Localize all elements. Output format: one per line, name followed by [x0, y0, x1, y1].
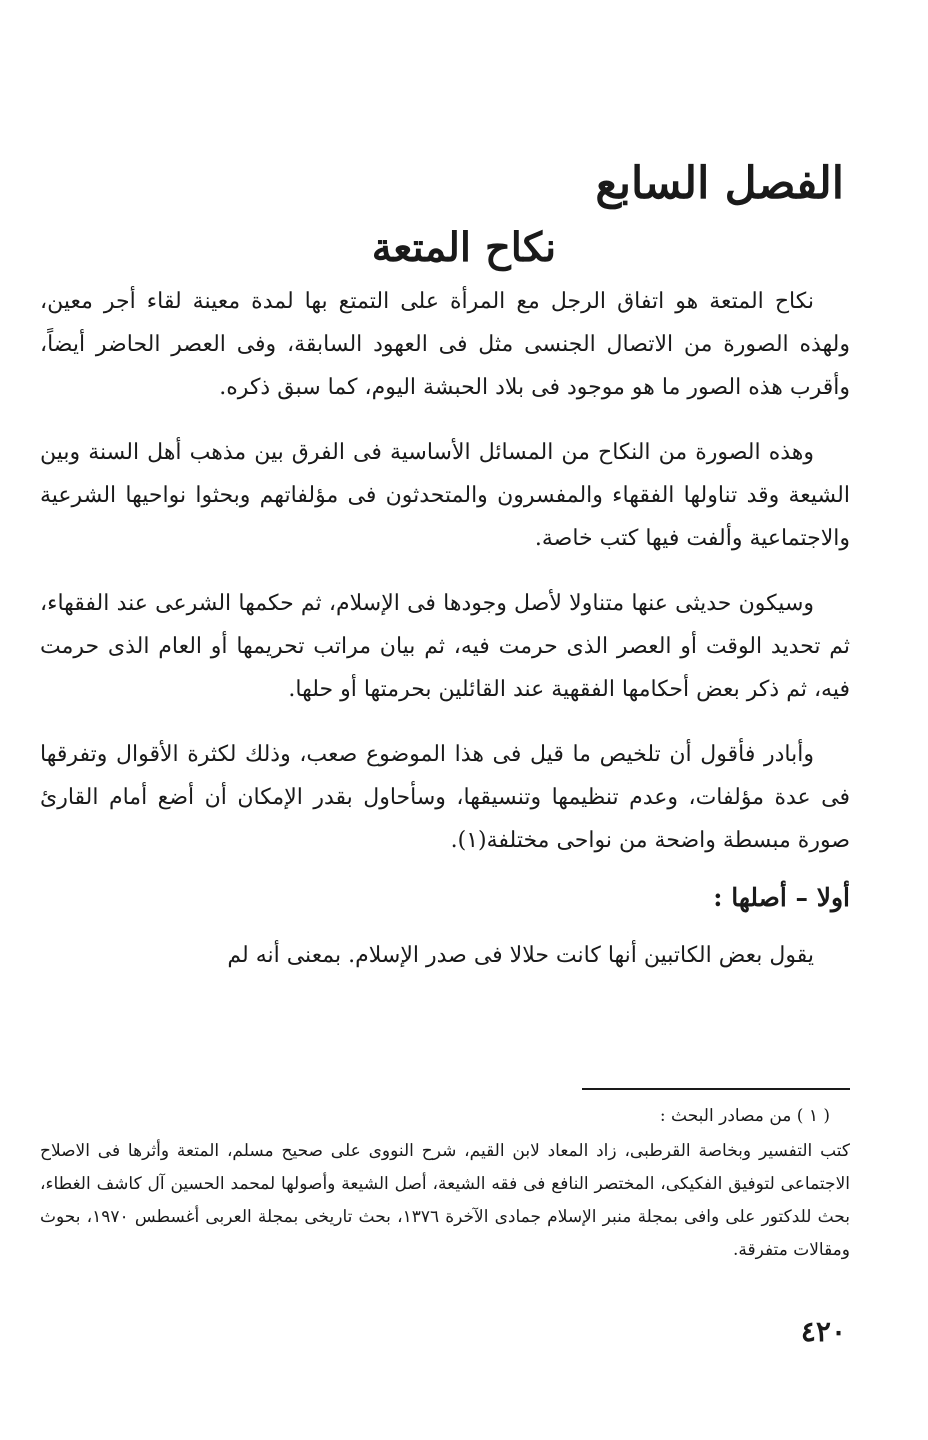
paragraph-origin: يقول بعض الكاتبين أنها كانت حلالا فى صدر الإسلام. بمعنى أنه لم [227, 943, 814, 968]
section-title: نكاح المتعة [371, 224, 557, 271]
paragraph-definition: نكاح المتعة هو اتفاق الرجل مع المرأة على التمتع بها لمدة معينة لقاء أجر معين، ولهذه الصورة من الاتصال الجنسى مثل فى العهود السابقة، وفى العصر الحاضر أيضاً، وأقرب هذه الصور ما هو موجود فى بلاد الحبشة اليوم، كما سبق ذكره. [40, 289, 850, 400]
paragraph-sects: وهذه الصورة من النكاح من المسائل الأساسية فى الفرق بين مذهب أهل السنة وبين الشيعة وقد تناولها الفقهاء والمفسرون والمتحدثون فى مؤلفاتهم وبحثوا نواحيها الشرعية والاجتماعية وألفت فيها كتب خاصة. [40, 440, 850, 551]
chapter-title: الفصل السابع [595, 158, 844, 209]
footnotes [40, 1100, 850, 1267]
subheading-origin: أولا – أصلها : [713, 883, 850, 912]
footnote-text: كتب التفسير وبخاصة القرطبى، زاد المعاد لابن القيم، شرح النووى على صحيح مسلم، المتعة وأثرها فى الاصلاح الاجتماعى لتوفيق الفكيكى، المختصر النافع فى فقه الشيعة، أصل الشيعة وأصولها لمحمد الحسين آل كاشف الغطاء، بحث للدكتور على وافى بمجلة منبر الإسلام جمادى الآخرة ١٣٧٦، بحث تاريخى بمجلة العربى أغسطس ١٩٧٠، بحوث ومقالات متفرقة. [40, 1141, 850, 1260]
page-number: ٤٢٠ [800, 1315, 846, 1348]
footnote-label: ( ١ ) من مصادر البحث : [659, 1106, 830, 1126]
footnote-divider [582, 1088, 850, 1090]
paragraph-summary: وأبادر فأقول أن تلخيص ما قيل فى هذا الموضوع صعب، وذلك لكثرة الأقوال وتفرقها فى عدة مؤلفات، وعدم تنظيمها وتنسيقها، وسأحاول بقدر الإمكان أن أضع أمام القارئ صورة مبسطة واضحة من نواحى مختلفة(١). [40, 742, 850, 853]
paragraph-outline: وسيكون حديثى عنها متناولا لأصل وجودها فى الإسلام، ثم حكمها الشرعى عند الفقهاء، ثم تحديد الوقت أو العصر الذى حرمت فيه، ثم بيان مراتب تحريمها أو العام الذى حرمت فيه، ثم ذكر بعض أحكامها الفقهية عند القائلين بحرمتها أو حلها. [40, 591, 850, 702]
main-text [40, 280, 850, 999]
